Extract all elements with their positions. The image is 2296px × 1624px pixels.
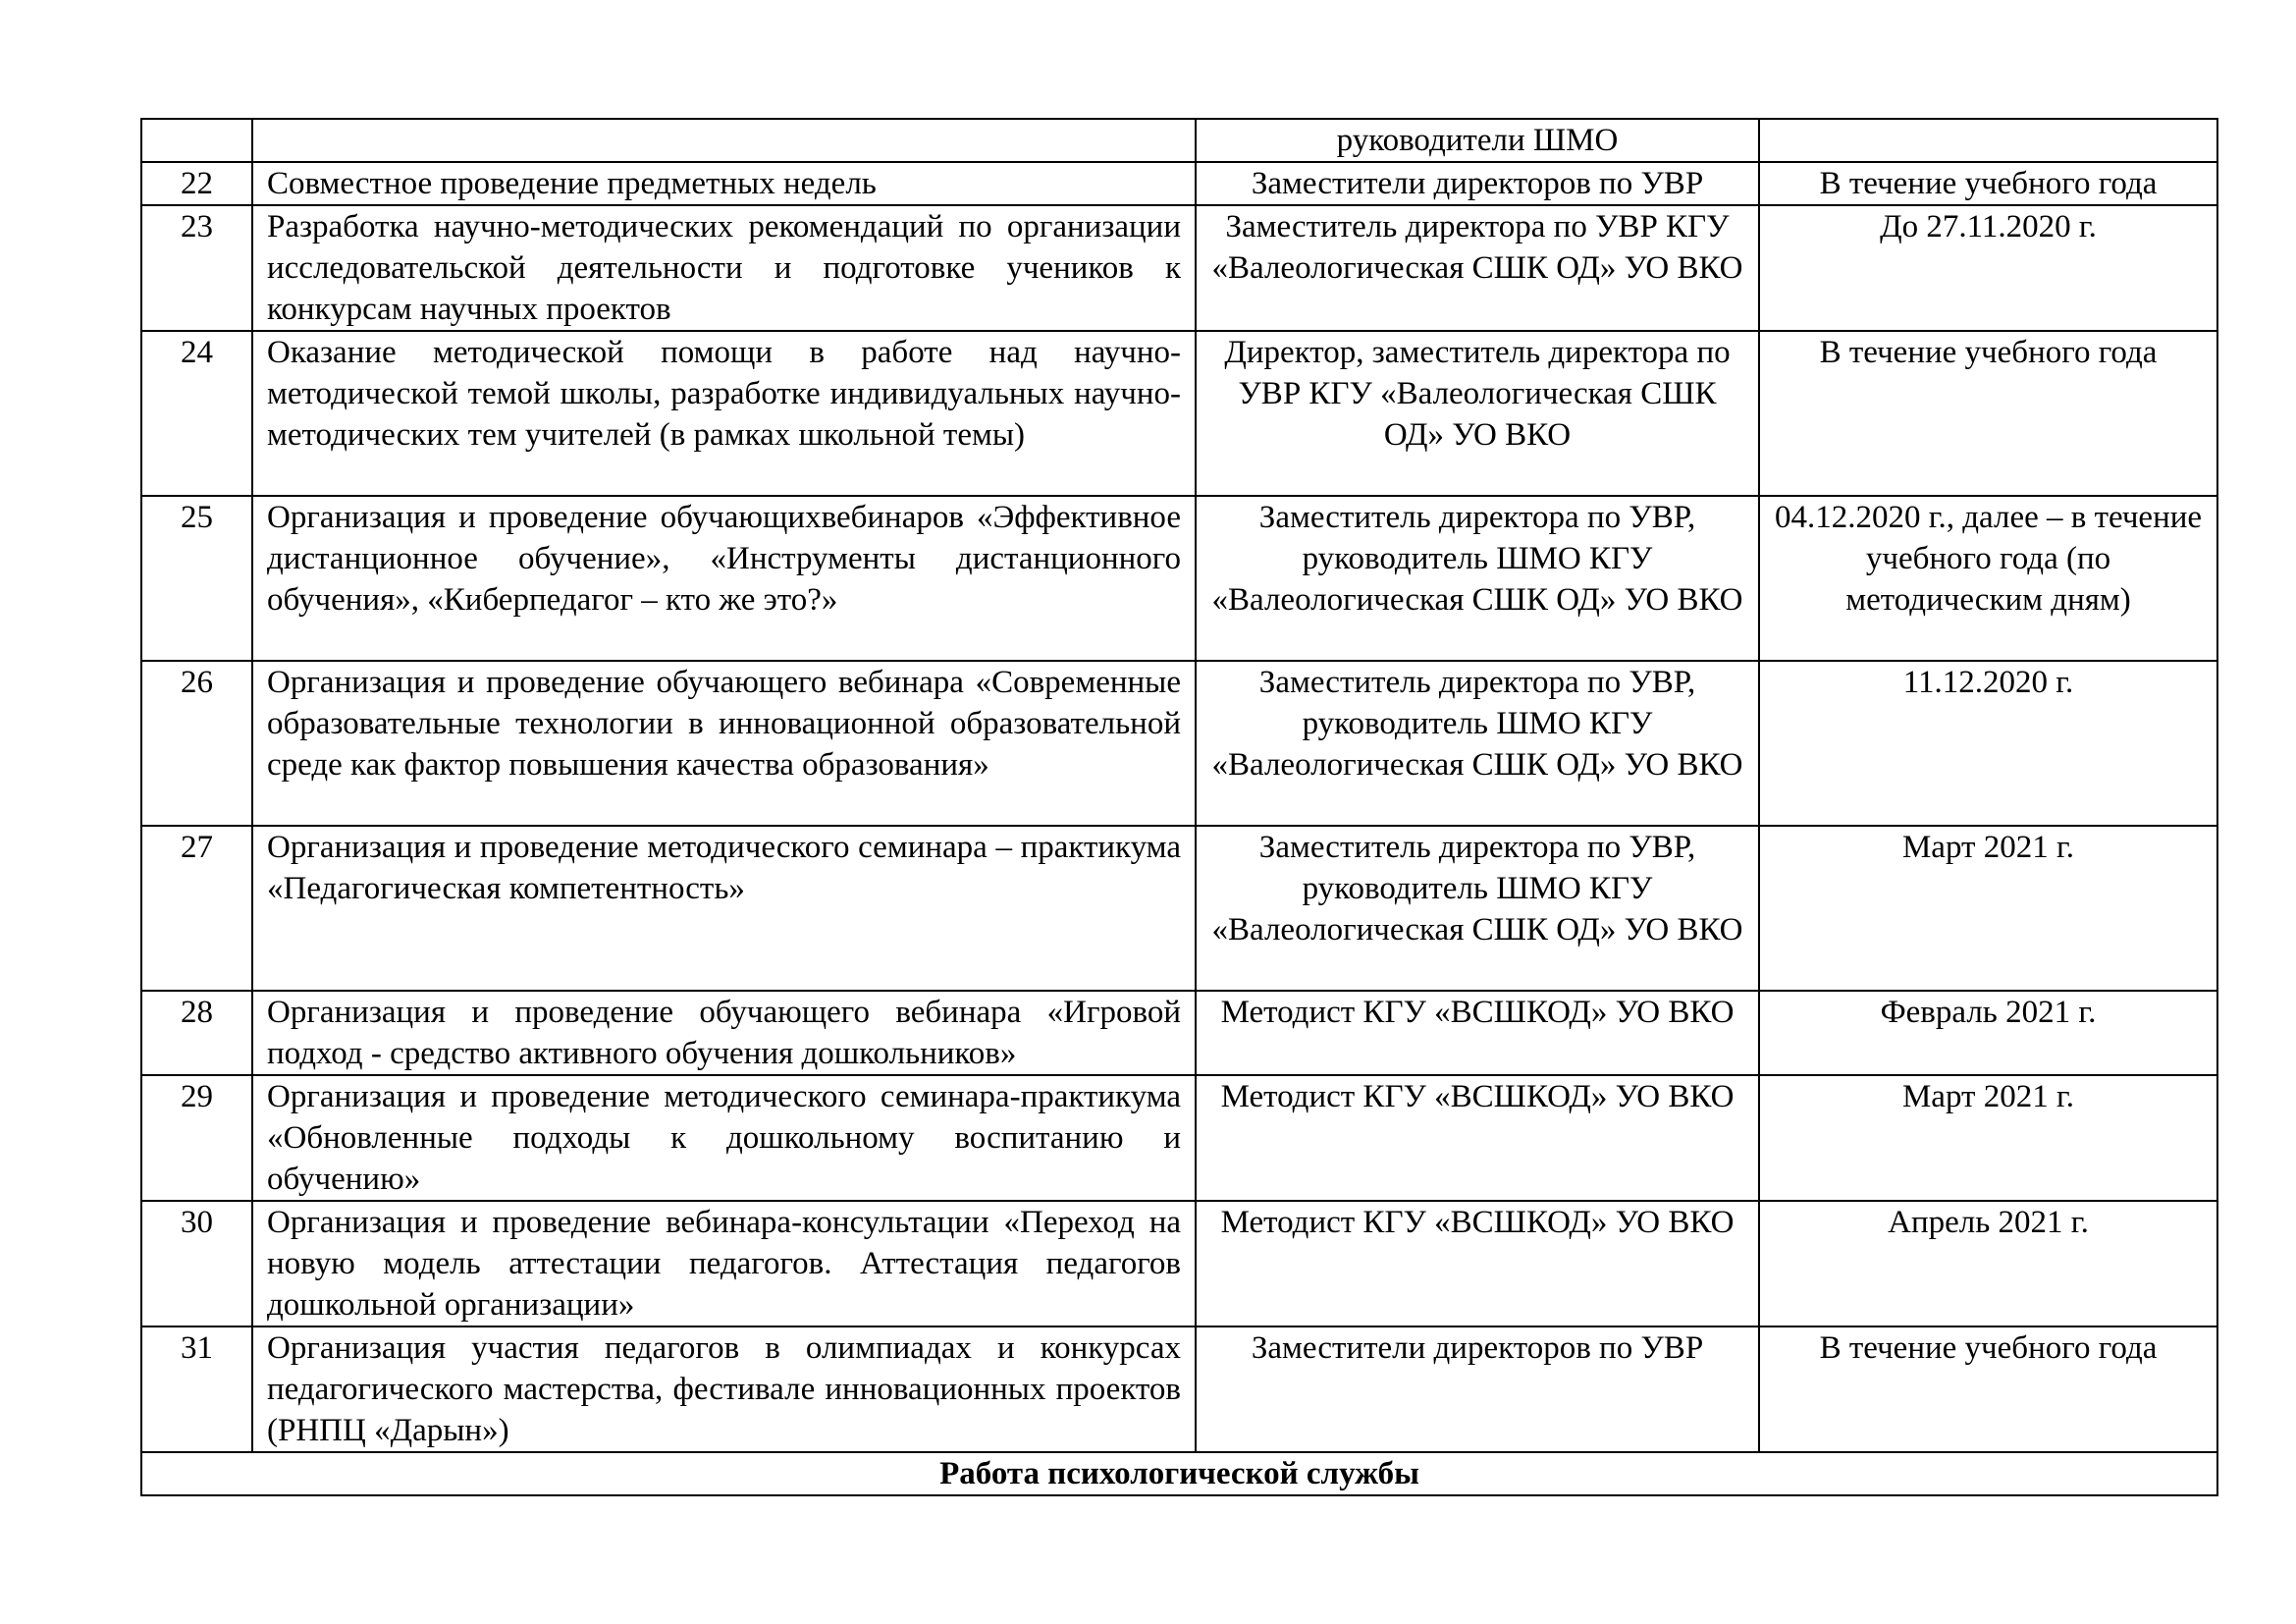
cell-event: Организация и проведение обучающихвебинаров «Эффективное дистанционное обучение», «Инструменты дистанционного обучения», «Киберпедагог – кто же это?» xyxy=(252,496,1196,661)
table-row xyxy=(141,826,2217,991)
table-row-continuation xyxy=(141,119,2217,162)
section-header-row xyxy=(141,1452,2217,1495)
cell-responsible: Методист КГУ «ВСШКОД» УО ВКО xyxy=(1196,991,1759,1075)
table-row xyxy=(141,496,2217,661)
cell-num: 23 xyxy=(141,205,252,331)
cell-num: 26 xyxy=(141,661,252,826)
cell-event: Разработка научно-методических рекомендаций по организации исследовательской деятельности и подготовке учеников к конкурсам научных проектов xyxy=(252,205,1196,331)
cell-responsible: Заместитель директора по УВР, руководитель ШМО КГУ «Валеологическая СШК ОД» УО ВКО xyxy=(1196,826,1759,991)
cell-event xyxy=(252,119,1196,162)
cell-date: 04.12.2020 г., далее – в течение учебного года (по методическим дням) xyxy=(1759,496,2217,661)
cell-date: Март 2021 г. xyxy=(1759,1075,2217,1201)
cell-date: Февраль 2021 г. xyxy=(1759,991,2217,1075)
table-row xyxy=(141,991,2217,1075)
cell-num: 29 xyxy=(141,1075,252,1201)
section-title: Работа психологической службы xyxy=(141,1452,2217,1495)
cell-date: В течение учебного года xyxy=(1759,1326,2217,1452)
table-row xyxy=(141,1075,2217,1201)
cell-responsible: Заместитель директора по УВР, руководитель ШМО КГУ «Валеологическая СШК ОД» УО ВКО xyxy=(1196,661,1759,826)
cell-responsible: Заместители директоров по УВР xyxy=(1196,1326,1759,1452)
table-row xyxy=(141,331,2217,496)
cell-num xyxy=(141,119,252,162)
cell-responsible: Методист КГУ «ВСШКОД» УО ВКО xyxy=(1196,1075,1759,1201)
cell-event: Организация и проведение вебинара-консультации «Переход на новую модель аттестации педагогов. Аттестация педагогов дошкольной организации» xyxy=(252,1201,1196,1326)
table-row xyxy=(141,162,2217,205)
cell-event: Организация и проведение методического семинара-практикума «Обновленные подходы к дошкольному воспитанию и обучению» xyxy=(252,1075,1196,1201)
cell-date: Апрель 2021 г. xyxy=(1759,1201,2217,1326)
table-row xyxy=(141,661,2217,826)
cell-num: 28 xyxy=(141,991,252,1075)
cell-responsible: Директор, заместитель директора по УВР КГУ «Валеологическая СШК ОД» УО ВКО xyxy=(1196,331,1759,496)
cell-num: 27 xyxy=(141,826,252,991)
cell-num: 22 xyxy=(141,162,252,205)
table-row xyxy=(141,1201,2217,1326)
cell-event: Организация участия педагогов в олимпиадах и конкурсах педагогического мастерства, фестивале инновационных проектов (РНПЦ «Дарын») xyxy=(252,1326,1196,1452)
cell-responsible: Заместитель директора по УВР, руководитель ШМО КГУ «Валеологическая СШК ОД» УО ВКО xyxy=(1196,496,1759,661)
cell-date: В течение учебного года xyxy=(1759,162,2217,205)
cell-event: Совместное проведение предметных недель xyxy=(252,162,1196,205)
cell-num: 24 xyxy=(141,331,252,496)
cell-responsible: Заместитель директора по УВР КГУ «Валеологическая СШК ОД» УО ВКО xyxy=(1196,205,1759,331)
methodical-work-table xyxy=(140,118,2218,1496)
cell-date: 11.12.2020 г. xyxy=(1759,661,2217,826)
table-row xyxy=(141,205,2217,331)
cell-responsible: Методист КГУ «ВСШКОД» УО ВКО xyxy=(1196,1201,1759,1326)
cell-num: 31 xyxy=(141,1326,252,1452)
cell-num: 25 xyxy=(141,496,252,661)
cell-event: Организация и проведение методического семинара – практикума «Педагогическая компетентность» xyxy=(252,826,1196,991)
cell-responsible: Заместители директоров по УВР xyxy=(1196,162,1759,205)
cell-date: В течение учебного года xyxy=(1759,331,2217,496)
cell-event: Организация и проведение обучающего вебинара «Игровой подход - средство активного обучения дошкольников» xyxy=(252,991,1196,1075)
cell-num: 30 xyxy=(141,1201,252,1326)
cell-event: Организация и проведение обучающего вебинара «Современные образовательные технологии в инновационной образовательной среде как фактор повышения качества образования» xyxy=(252,661,1196,826)
table-row xyxy=(141,1326,2217,1452)
cell-date xyxy=(1759,119,2217,162)
cell-date: Март 2021 г. xyxy=(1759,826,2217,991)
cell-date: До 27.11.2020 г. xyxy=(1759,205,2217,331)
cell-event: Оказание методической помощи в работе над научно-методической темой школы, разработке индивидуальных научно-методических тем учителей (в рамках школьной темы) xyxy=(252,331,1196,496)
cell-responsible: руководители ШМО xyxy=(1196,119,1759,162)
